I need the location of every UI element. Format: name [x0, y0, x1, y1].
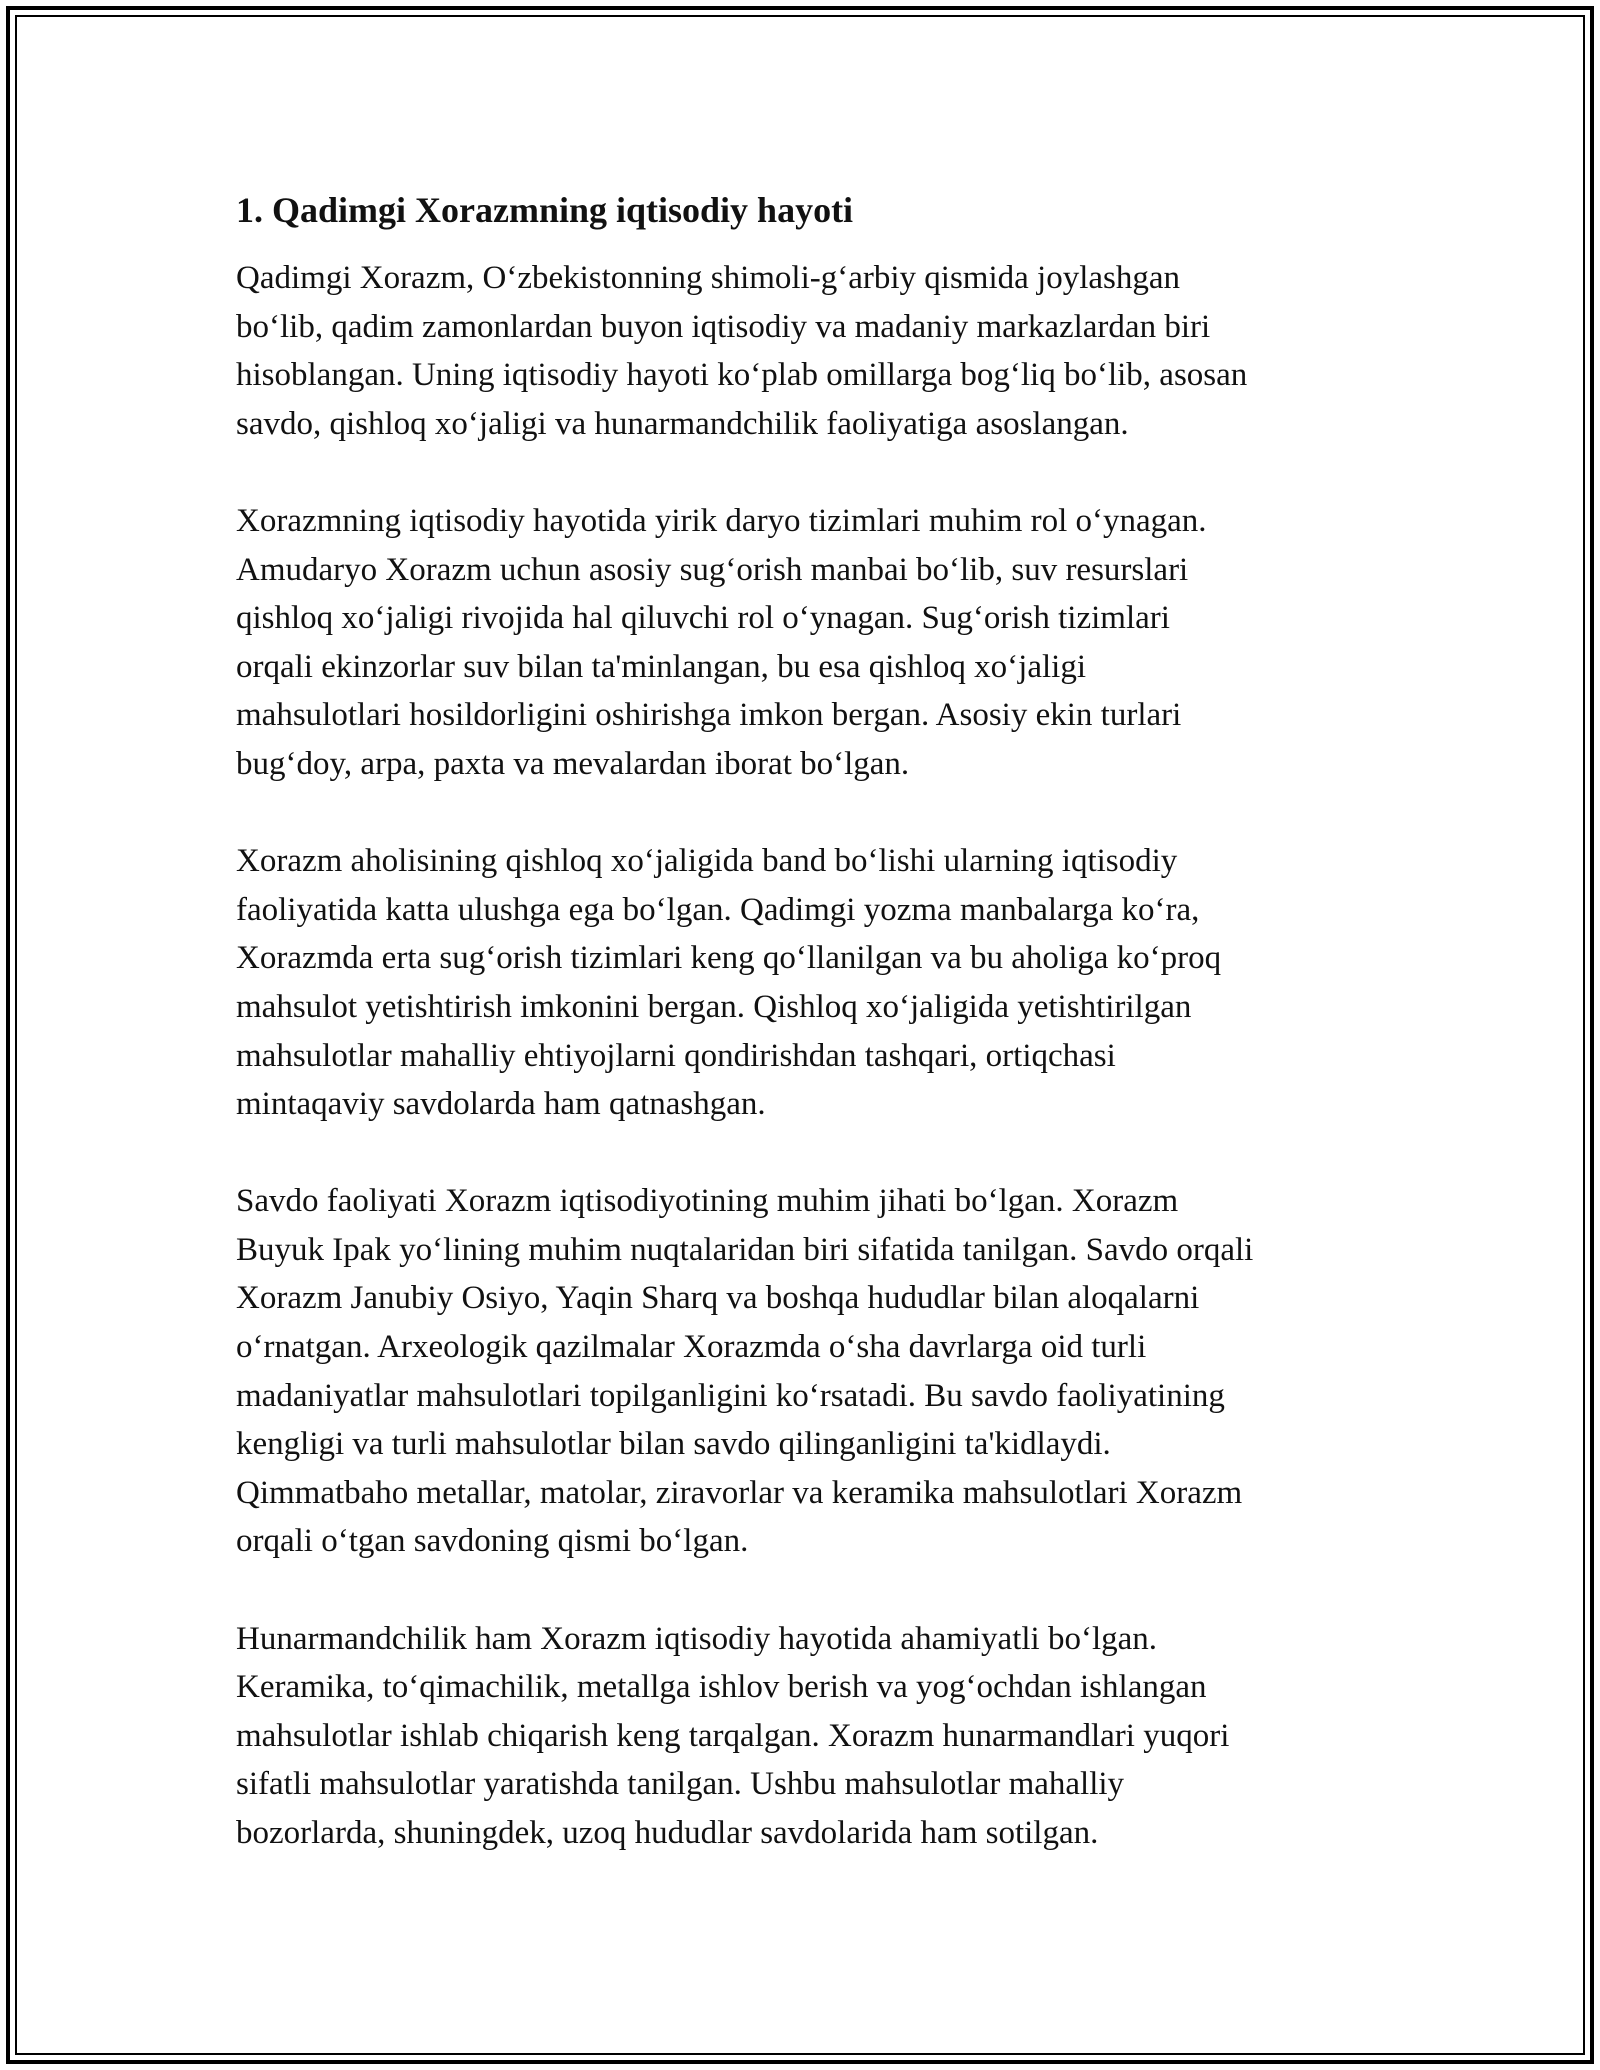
paragraph: Xorazm aholisining qishloq xo‘jaligida band bo‘lishi ularning iqtisodiy faoliyatida katta ulushga ega bo‘lgan. Qadimgi yozma manbalarga ko‘ra, Xorazmda erta sug‘orish tizimlari keng qo‘llanilgan va bu aholiga ko‘proq mahsulot yetishtirish imkonini bergan. Qishloq xo‘jaligida yetishtirilgan mahsulotlar mahalliy ehtiyojlarni qondirishdan tashqari, ortiqchasi mintaqaviy savdolarda ham qatnashgan. — [236, 843, 1222, 1123]
document-body — [236, 186, 1376, 1906]
section-title: 1. Qadimgi Xorazmning iqtisodiy hayoti — [236, 190, 854, 230]
paragraph: Xorazmning iqtisodiy hayotida yirik daryo tizimlari muhim rol o‘ynagan. Amudaryo Xorazm uchun asosiy sug‘orish manbai bo‘lib, suv resurslari qishloq xo‘jaligi rivojida hal qiluvchi rol o‘ynagan. Sug‘orish tizimlari orqali ekinzorlar suv bilan ta'minlangan, bu esa qishloq xo‘jaligi mahsulotlari hosildorligini oshirishga imkon bergan. Asosiy ekin turlari bug‘doy, arpa, paxta va mevalardan iborat bo‘lgan. — [236, 502, 1207, 782]
paragraph: Savdo faoliyati Xorazm iqtisodiyotining muhim jihati bo‘lgan. Xorazm Buyuk Ipak yo‘lining muhim nuqtalaridan biri sifatida tanilgan. Savdo orqali Xorazm Janubiy Osiyo, Yaqin Sharq va boshqa hududlar bilan aloqalarni o‘rnatgan. Arxeologik qazilmalar Xorazmda o‘sha davrlarga oid turli madaniyatlar mahsulotlari topilganligini ko‘rsatadi. Bu savdo faoliyatining kengligi va turli mahsulotlar bilan savdo qilinganligini ta'kidlaydi. Qimmatbaho metallar, matolar, ziravorlar va keramika mahsulotlari Xorazm orqali o‘tgan savdoning qismi bo‘lgan. — [236, 1183, 1254, 1560]
paragraph: Qadimgi Xorazm, O‘zbekistonning shimoli-g‘arbiy qismida joylashgan bo‘lib, qadim zamonlardan buyon iqtisodiy va madaniy markazlardan biri hisoblangan. Uning iqtisodiy hayoti ko‘plab omillarga bog‘liq bo‘lib, asosan savdo, qishloq xo‘jaligi va hunarmandchilik faoliyatiga asoslangan. — [236, 260, 1248, 442]
paragraph: Hunarmandchilik ham Xorazm iqtisodiy hayotida ahamiyatli bo‘lgan. Keramika, to‘qimachilik, metallga ishlov berish va yog‘ochdan ishlangan mahsulotlar ishlab chiqarish keng tarqalgan. Xorazm hunarmandlari yuqori sifatli mahsulotlar yaratishda tanilgan. Ushbu mahsulotlar mahalliy bozorlarda, shuningdek, uzoq hududlar savdolarida ham sotilgan. — [236, 1620, 1230, 1851]
